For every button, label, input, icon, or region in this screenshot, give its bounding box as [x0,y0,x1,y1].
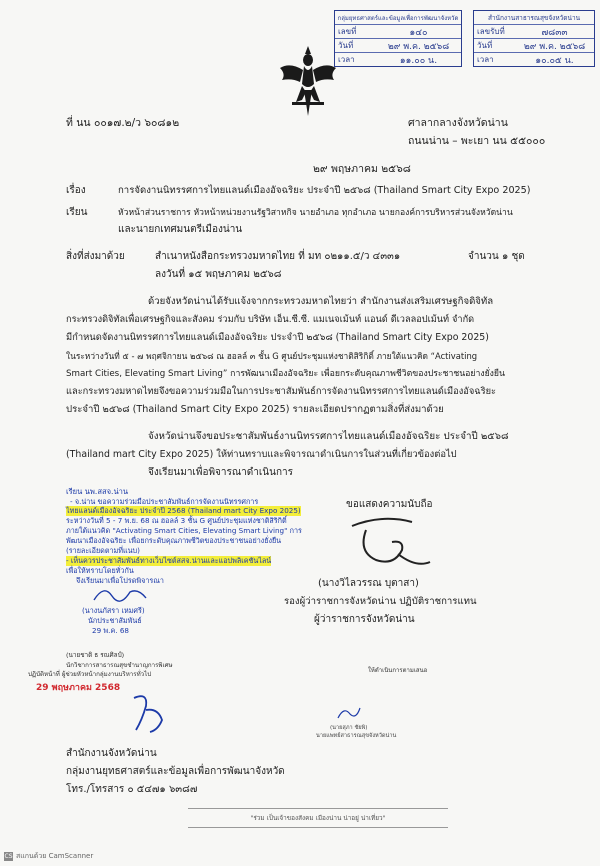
approver-name: (นายชาติ ธ รณศิลป์) [66,651,125,659]
signer-position-1: รองผู้ว่าราชการจังหวัดน่าน ปฏิบัติราชการแทน [284,596,477,607]
stamp-time-label: เวลา [338,55,355,64]
staff-date: 29 พ.ค. 68 [92,626,129,635]
note-line-highlight: ไทยแลนด์เมืองอัจฉริยะ ประจำปี 2568 (Thailand mart City Expo 2025) [66,506,301,515]
staff-name: (นางนภัสรา เหมศรี) [82,606,145,615]
note-line: (รายละเอียดตามที่แนบ) [66,546,140,555]
closing: ขอแสดงความนับถือ [346,499,433,510]
stamp-time-value: ๑๑.๐๐ น. [399,55,438,66]
note-recipient: เรียน นพ.สสจ.น่าน [66,487,129,496]
stamp-date-label: วันที่ [338,41,354,50]
subject-text: การจัดงานนิทรรศการไทยแลนด์เมืองอัจฉริยะ ประจำปี ๒๕๖๘ (Thailand Smart City Expo 2025) [118,185,531,196]
stamp-date-value: ๒๙ พ.ค. ๒๕๖๘ [523,41,586,52]
scanner-logo-icon: CS [4,853,13,860]
reference-number: ที่ นน ๐๐๑๗.๒/ว ๖๐๘๑๒ [66,117,180,129]
to-text-2: และนายกเทศมนตรีเมืองน่าน [118,224,243,235]
slogan-text: "ร่วม เป็นเจ้าของสังคม เมืองน่าน น่าอยู่ น่าเที่ยว" [250,814,386,822]
body-line: ในระหว่างวันที่ ๕ - ๗ พฤศจิกายน ๒๕๖๘ ณ ฮอลล์ ๓ ชั้น G ศูนย์ประชุมแห่งชาติสิริกิติ์ ภายใต้แนวคิด “Activating [66,351,478,361]
body-line: Smart Cities, Elevating Smart Living” การพัฒนาเมืองอัจฉริยะ เพื่อยกระดับคุณภาพชีวิตของประชาชนอย่างยั่งยืน [66,369,505,379]
stamp-no-value: ๑๔๐ [409,27,428,38]
body-line: ด้วยจังหวัดน่านได้รับแจ้งจากกระทรวงมหาดไทยว่า สำนักงานส่งเสริมเศรษฐกิจดิจิทัล [148,296,494,307]
stamp-no-label: เลขรับที่ [477,27,505,36]
body-line: จังหวัดน่านจึงขอประชาสัมพันธ์งานนิทรรศการไทยแลนด์เมืองอัจฉริยะ ประจำปี ๒๕๖๘ [148,431,509,442]
receive-stamp-health-office [473,10,595,67]
approver-date: 29 พฤษภาคม 2568 [36,683,121,693]
stamp-date-label: วันที่ [477,41,493,50]
body-line: กระทรวงดิจิทัลเพื่อเศรษฐกิจและสังคม ร่วมกับ บริษัท เอ็น.ซี.ซี. แมเนจเม้นท์ แอนด์ ดีเวลลอปเม้นท์ จำกัด [66,314,475,325]
approval-name: (นายสุภา ชัยพิ) [330,725,368,731]
to-text-1: หัวหน้าส่วนราชการ หัวหน้าหน่วยงานรัฐวิสาหกิจ นายอำเภอ ทุกอำเภอ นายกองค์การบริหารส่วนจังหวัดน่าน [118,208,513,218]
signer-signature [342,512,438,572]
note-line: ภายใต้แนวคิด "Activating Smart Cities, Elevating Smart Living" การ [66,526,302,535]
enclosure-text: สำเนาหนังสือกระทรวงมหาดไทย ที่ มท ๐๒๑๑.๕/ว ๔๓๓๑ [155,251,401,262]
signer-position-2: ผู้ว่าราชการจังหวัดน่าน [314,614,415,625]
staff-signature [90,582,150,606]
stamp-time-label: เวลา [477,55,494,64]
approver-position: นักวิชาการสาธารณสุขชำนาญการพิเศษ [66,662,173,669]
stamp-office: สำนักงานสาธารณสุขจังหวัดน่าน [487,13,581,22]
slogan-banner [188,808,448,828]
approval-position: นายแพทย์สาธารณสุขจังหวัดน่าน [316,733,397,739]
scanner-watermark: CS สแกนด้วย CamScanner [4,852,94,860]
body-line: จึงเรียนมาเพื่อพิจารณาดำเนินการ [148,467,294,478]
enclosure-date: ลงวันที่ ๑๕ พฤษภาคม ๒๕๖๘ [155,269,282,280]
body-line: มีกำหนดจัดงานนิทรรศการไทยแลนด์เมืองอัจฉริยะ ประจำปี ๒๕๖๘ (Thailand Smart City Expo 2025) [66,332,489,343]
stamp-time-value: ๑๐.๐๕ น. [535,55,574,66]
note-line-highlight: - เห็นควรประชาสัมพันธ์ทางเว็บไซต์สสจ.น่านและแอปพลิเคชันไลน์ [66,556,272,565]
receive-stamp-province [334,10,462,67]
approver-position: ปฏิบัติหน้าที่ ผู้ช่วยหัวหน้ากลุ่มงานบริหารทั่วไป [28,671,152,678]
director-signature [128,690,168,736]
note-line: - จ.น่าน ขอความร่วมมือประชาสัมพันธ์การจัดงานนิทรรศการ [70,497,259,506]
note-line: ระหว่างวันที่ 5 - 7 พ.ย. 68 ณ ฮอลล์ 3 ชั้น G ศูนย์ประชุมแห่งชาติสิริกิติ์ [66,516,287,525]
enclosure-label: สิ่งที่ส่งมาด้วย [66,251,125,262]
stamp-no-value: ๗๘๓๓ [541,27,568,38]
body-line: ประจำปี ๒๕๖๘ (Thailand Smart City Expo 2025) รายละเอียดปรากฏตามสิ่งที่ส่งมาด้วย [66,404,444,415]
enclosure-count: จำนวน ๑ ชุด [468,251,525,262]
note-line: เพื่อให้ทราบโดยทั่วกัน [66,566,134,575]
footer-group: กลุ่มงานยุทธศาสตร์และข้อมูลเพื่อการพัฒนาจังหวัด [66,766,285,777]
body-line: (Thailand mart City Expo 2025) ให้ท่านทราบและพิจารณาดำเนินการในส่วนที่เกี่ยวข้องต่อไป [66,449,457,460]
stamp-office: กลุ่มยุทธศาสตร์และข้อมูลเพื่อการพัฒนาจังหวัด [337,14,459,22]
footer-phone: โทร./โทรสาร ๐ ๕๔๗๑ ๖๓๘๗ [66,784,198,795]
stamp-no-label: เลขที่ [338,27,357,36]
document-date: ๒๙ พฤษภาคม ๒๕๖๘ [313,163,411,175]
approval-caption: ให้ดำเนินการตามเสนอ [368,667,428,674]
staff-position: นักประชาสัมพันธ์ [88,616,142,625]
subject-label: เรื่อง [66,185,86,196]
organization-name: ศาลากลางจังหวัดน่าน [408,117,508,129]
garuda-emblem [276,44,340,120]
signer-name: (นางวิไลวรรณ บุตาสา) [318,578,419,589]
footer-office: สำนักงานจังหวัดน่าน [66,748,157,759]
body-line: และกระทรวงมหาดไทยจึงขอความร่วมมือในการประชาสัมพันธ์การจัดงานนิทรรศการไทยแลนด์เมืองอัจฉริยะ [66,386,497,397]
organization-address: ถนนน่าน – พะเยา นน ๕๕๐๐๐ [408,135,546,147]
note-line: พัฒนาเมืองอัจฉริยะ เพื่อยกระดับคุณภาพชีวิตของประชาชนอย่างยั่งยืน [66,536,282,545]
note-line: จึงเรียนมาเพื่อโปรดพิจารณา [76,576,164,585]
to-label: เรียน [66,207,88,218]
approval-signature [334,702,364,724]
stamp-date-value: ๒๙ พ.ค. ๒๕๖๘ [387,41,450,52]
